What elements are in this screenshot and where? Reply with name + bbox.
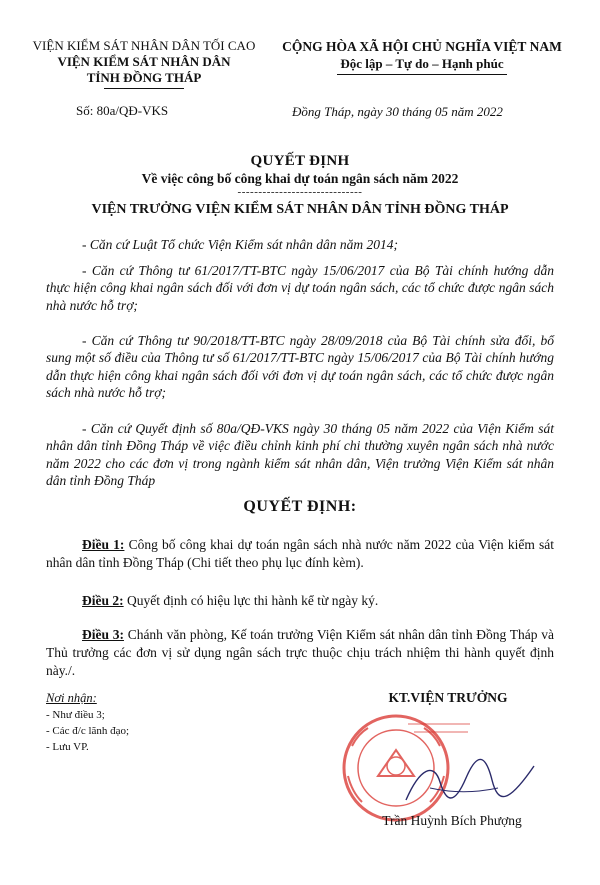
article-label: Điều 2: [82, 593, 124, 608]
article-3 [46, 626, 554, 680]
agency-underline [104, 88, 184, 89]
national-heading-block [262, 38, 582, 75]
recipient-item: - Các đ/c lãnh đạo; [46, 725, 130, 737]
article-text: Công bố công khai dự toán ngân sách nhà nước năm 2022 của Viện kiểm sát nhân dân tỉnh Đồng Tháp (Chi tiết theo phụ lục đính kèm). [46, 537, 554, 570]
nation-name: CỘNG HÒA XÃ HỘI CHỦ NGHĨA VIỆT NAM [282, 39, 562, 54]
handwritten-signature [400, 748, 540, 818]
recipients-block [46, 690, 129, 755]
article-label: Điều 3: [82, 627, 124, 642]
decision-heading: QUYẾT ĐỊNH: [243, 498, 357, 515]
article-2 [46, 592, 554, 610]
title-divider: ------------------------------ [237, 186, 363, 198]
signer-name: Trần Huỳnh Bích Phượng [382, 813, 522, 828]
article-1 [46, 536, 554, 572]
agency-province: TỈNH ĐỒNG THÁP [86, 70, 202, 85]
document-number: Số: 80a/QĐ-VKS [76, 103, 169, 118]
preamble-item: - Căn cứ Luật Tổ chức Viện Kiểm sát nhân dân năm 2014; [82, 237, 398, 252]
recipients-heading: Nơi nhận: [46, 691, 97, 705]
article-text: Quyết định có hiệu lực thi hành kể từ ngày ký. [123, 593, 379, 608]
title-block [0, 152, 600, 219]
signer-title: KT.VIỆN TRƯỞNG [388, 690, 508, 705]
place-and-date: Đồng Tháp, ngày 30 tháng 05 năm 2022 [292, 104, 503, 119]
parent-agency: VIỆN KIỂM SÁT NHÂN DÂN TỐI CAO [32, 38, 256, 53]
document-subject: Về việc công bố công khai dự toán ngân sách năm 2022 [141, 171, 459, 186]
article-text: Chánh văn phòng, Kế toán trưởng Viện Kiểm sát nhân dân tỉnh Đồng Tháp và Thủ trưởng các đơn vị sử dụng ngân sách trực thuộc chịu trách nhiệm thi hành quyết định này./. [46, 627, 554, 678]
recipient-item: - Như điều 3; [46, 709, 105, 721]
issuing-agency-block [24, 38, 264, 89]
recipient-item: - Lưu VP. [46, 741, 89, 753]
preamble-item: - Căn cứ Quyết định số 80a/QĐ-VKS ngày 30 tháng 05 năm 2022 của Viện Kiểm sát nhân dân tỉnh Đồng Tháp về việc điều chỉnh kinh phí chi thường xuyên ngân sách nhà nước năm 2022 cho các đơn vị trong ngành kiểm sát nhân dân, Viện trưởng Viện Kiểm sát nhân dân tỉnh Đồng Tháp [46, 421, 554, 489]
agency-name: VIỆN KIỂM SÁT NHÂN DÂN [57, 54, 231, 69]
preamble-item: - Căn cứ Thông tư 90/2018/TT-BTC ngày 28/09/2018 của Bộ Tài chính sửa đổi, bổ sung một số điều của Thông tư số 61/2017/TT-BTC ngày 15/06/2017 của Bộ Tài chính hướng dẫn thực hiện công khai ngân sách đối với đơn vị dự toán ngân sách, các tổ chức được ngân sách nhà nước hỗ trợ; [46, 333, 554, 401]
issuing-authority: VIỆN TRƯỞNG VIỆN KIỂM SÁT NHÂN DÂN TỈNH ĐỒNG THÁP [91, 202, 509, 217]
motto-underline [337, 74, 507, 75]
article-label: Điều 1: [82, 537, 125, 552]
preamble-item: - Căn cứ Thông tư 61/2017/TT-BTC ngày 15/06/2017 của Bộ Tài chính hướng dẫn thực hiện công khai ngân sách đối với đơn vị dự toán ngân sách, các tổ chức được ngân sách nhà nước hỗ trợ; [46, 263, 554, 313]
national-motto: Độc lập – Tự do – Hạnh phúc [340, 56, 504, 71]
document-title: QUYẾT ĐỊNH [250, 153, 350, 169]
